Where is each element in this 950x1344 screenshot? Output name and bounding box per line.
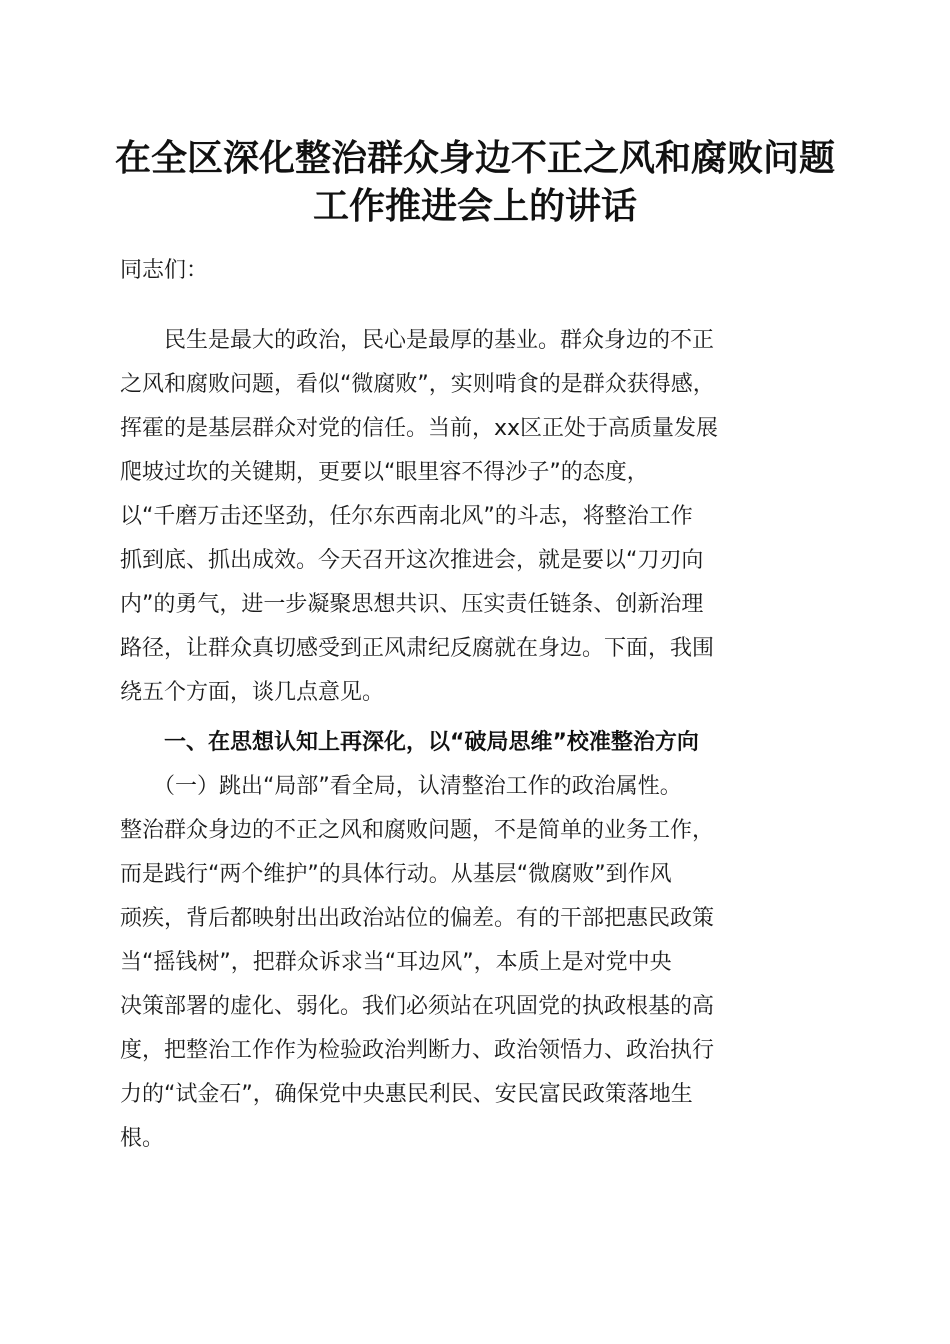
paragraph-line: 绕五个方面，谈几点意见。 [120, 680, 385, 705]
paragraph-line: 路径，让群众真切感受到正风肃纪反腐就在身边。下面，我围 [120, 636, 715, 661]
paragraph-line: 顽疾，背后都映射出出政治站位的偏差。有的干部把惠民政策 [120, 906, 715, 931]
paragraph-line: 民生是最大的政治，民心是最厚的基业。群众身边的不正 [120, 328, 715, 353]
paragraph-line: 力的“试金石”，确保党中央惠民利民、安民富民政策落地生 [120, 1082, 693, 1107]
paragraph-line: 之风和腐败问题，看似“微腐败”，实则啃食的是群众获得感， [120, 372, 715, 397]
document-title-line-2: 工作推进会上的讲话 [312, 185, 637, 227]
paragraph-line: 而是践行“两个维护”的具体行动。从基层“微腐败”到作风 [120, 862, 672, 887]
paragraph-line: 以“千磨万击还坚劲，任尔东西南北风”的斗志，将整治工作 [120, 504, 693, 529]
paragraph-line: 内”的勇气，进一步凝聚思想共识、压实责任链条、创新治理 [120, 592, 704, 617]
paragraph-line: 根。 [120, 1126, 165, 1151]
paragraph-line: 决策部署的虚化、弱化。我们必须站在巩固党的执政根基的高 [120, 994, 715, 1019]
paragraph-line: 抓到底、抓出成效。今天召开这次推进会，就是要以“刀刃向 [120, 548, 704, 573]
paragraph-line: 整治群众身边的不正之风和腐败问题，不是简单的业务工作， [120, 818, 715, 843]
section-heading: 一、在思想认知上再深化，以“破局思维”校准整治方向 [120, 730, 699, 755]
paragraph-line: 度，把整治工作作为检验政治判断力、政治领悟力、政治执行 [120, 1038, 715, 1063]
paragraph-line: 当“摇钱树”，把群众诉求当“耳边风”，本质上是对党中央 [120, 950, 672, 975]
salutation: 同志们： [120, 258, 209, 283]
paragraph-line: （一）跳出“局部”看全局，认清整治工作的政治属性。 [120, 774, 682, 799]
paragraph-line: 爬坡过坎的关键期，更要以“眼里容不得沙子”的态度， [120, 460, 649, 485]
paragraph-line: 挥霍的是基层群众对党的信任。当前，xx区正处于高质量发展 [120, 416, 719, 441]
document-title-line-1: 在全区深化整治群众身边不正之风和腐败问题 [114, 137, 835, 179]
